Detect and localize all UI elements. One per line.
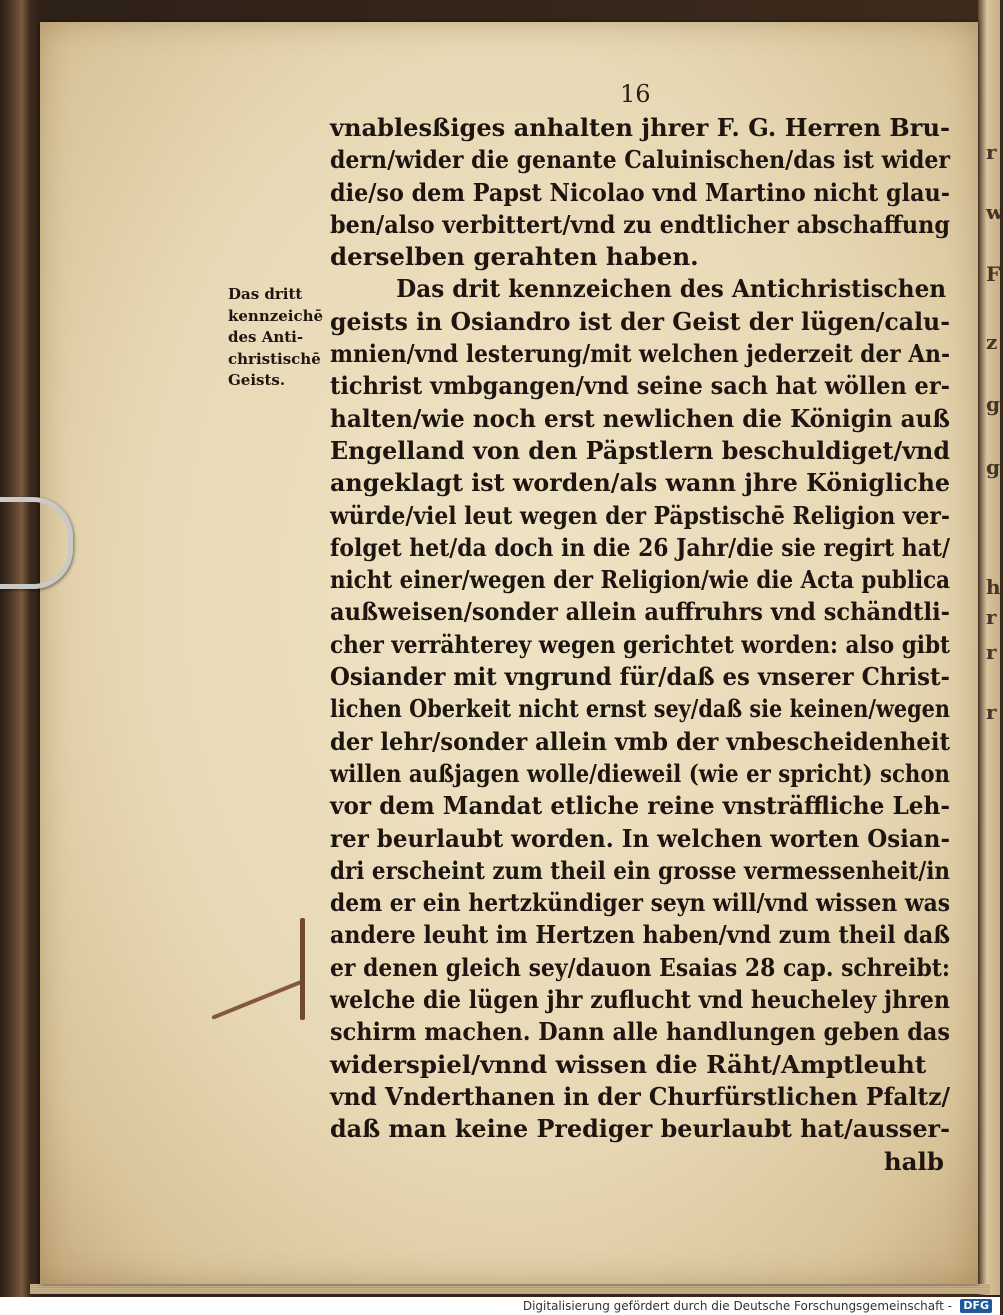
text-line: er denen gleich sey/dauon Esaias 28 cap. schreibt:: [330, 952, 950, 982]
marginal-note-line: Das dritt: [228, 285, 303, 303]
text-line: vor dem Mandat etliche reine vnsträffliche Leh-: [330, 791, 950, 821]
text-line: willen außjagen wolle/dieweil (wie er spricht) schon: [330, 758, 950, 788]
text-line: dem er ein hertzkündiger seyn will/vnd wissen was: [330, 888, 950, 918]
edge-letter: h: [986, 575, 1001, 599]
page-number: 16: [620, 80, 651, 108]
text-line: der lehr/sonder allein vmb der vnbescheidenheit: [330, 726, 950, 756]
text-line: dern/wider die genante Caluinischen/das ist wider: [330, 145, 950, 175]
body-text: [330, 112, 950, 1178]
dfg-logo: DFG: [960, 1299, 992, 1313]
text-line: dri erscheint zum theil ein grosse vermessenheit/in: [330, 855, 950, 885]
text-line: tichrist vmbgangen/vnd seine sach hat wöllen er-: [330, 371, 950, 401]
text-line: rer beurlaubt worden. In welchen worten Osian-: [330, 823, 950, 853]
text-line: daß man keine Prediger beurlaubt hat/ausser-: [330, 1114, 950, 1144]
text-line: vnablesßiges anhalten jhrer F. G. Herren Bru-: [330, 113, 950, 142]
text-line: Engelland von den Päpstlern beschuldiget/vnd: [330, 435, 950, 465]
text-line: mnien/vnd lesterung/mit welchen jederzeit der An-: [330, 339, 950, 369]
edge-letter: w: [986, 200, 1003, 224]
catchword: halb: [883, 1146, 944, 1176]
text-line: die/so dem Papst Nicolao vnd Martino nicht glau-: [330, 177, 950, 207]
edge-letter: g: [986, 455, 1000, 479]
marginal-note-line: christischē: [228, 349, 321, 368]
text-line: folget het/da doch in die 26 Jahr/die sie regirt hat/: [330, 532, 950, 562]
text-line: andere leuht im Hertzen haben/vnd zum theil daß: [330, 920, 950, 950]
page-stack-edge: [30, 1284, 990, 1294]
text-line: ben/also verbittert/vnd zu endtlicher abschaffung: [330, 209, 950, 239]
text-line: würde/viel leut wegen der Päpstischē Religion ver-: [330, 500, 950, 530]
marginal-note: [228, 284, 328, 392]
edge-letter: r: [986, 640, 997, 664]
text-line: halten/wie noch erst newlichen die Königin auß: [330, 403, 950, 433]
funding-notice: Digitalisierung gefördert durch die Deutsche Forschungsgemeinschaft -: [522, 1299, 952, 1313]
text-line: Osiander mit vngrund für/daß es vnserer Christ-: [330, 662, 950, 692]
text-line: geists in Osiandro ist der Geist der lügen/calu-: [330, 306, 950, 336]
text-line: schirm machen. Dann alle handlungen geben das: [330, 1017, 950, 1047]
footer-bar: [0, 1297, 1000, 1315]
text-line: vnd Vnderthanen in der Churfürstlichen Pfaltz/: [330, 1081, 950, 1111]
edge-letter: r: [986, 140, 997, 164]
marginal-note-line: Geists.: [228, 371, 286, 389]
edge-letter: z: [986, 330, 998, 354]
edge-letter: F: [986, 262, 1001, 286]
text-line: angeklagt ist worden/als wann jhre Königliche: [330, 468, 950, 498]
edge-letter: g: [986, 392, 1000, 416]
marginal-note-line: kennzeichē: [228, 306, 324, 325]
edge-letter: r: [986, 605, 997, 629]
text-line: lichen Oberkeit nicht ernst sey/daß sie keinen/wegen: [330, 694, 950, 724]
text-line: außweisen/sonder allein auffruhrs vnd schändtli-: [330, 597, 950, 627]
text-line: welche die lügen jhr zuflucht vnd heucheley jhren: [330, 985, 950, 1015]
text-line: Das drit kennzeichen des Antichristischen: [396, 274, 947, 304]
marginal-note-line: des Anti-: [228, 328, 304, 346]
text-line: widerspiel/vnnd wissen die Räht/Amptleuht: [330, 1049, 927, 1079]
paper-clip: [0, 497, 73, 589]
text-line: cher verrähterey wegen gerichtet worden: also gibt: [330, 629, 950, 659]
ink-margin-mark: [300, 918, 305, 1020]
text-line: nicht einer/wegen der Religion/wie die Acta publica: [330, 565, 950, 595]
text-line: derselben gerahten haben.: [330, 242, 699, 272]
edge-letter: r: [986, 700, 997, 724]
